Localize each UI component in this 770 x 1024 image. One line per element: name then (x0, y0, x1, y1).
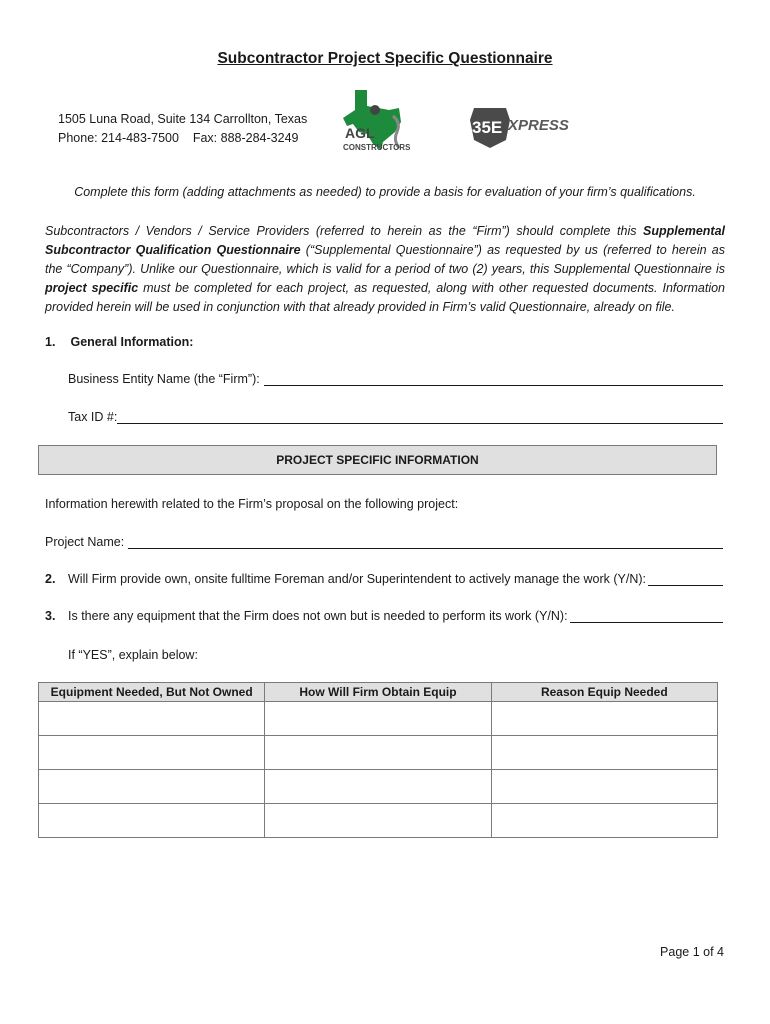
section-label: General Information: (70, 335, 194, 349)
project-name-label: Project Name: (45, 535, 125, 549)
table-cell[interactable] (491, 736, 717, 770)
agl-logo-subtext: CONSTRUCTORS (343, 143, 411, 152)
table-cell[interactable] (39, 804, 265, 838)
table-cell[interactable] (265, 702, 491, 736)
table-row (39, 770, 718, 804)
project-info-banner: PROJECT SPECIFIC INFORMATION (38, 445, 717, 475)
section-number: 1. (45, 335, 56, 349)
question-2-input[interactable] (648, 573, 723, 586)
table-cell[interactable] (265, 804, 491, 838)
table-cell[interactable] (491, 702, 717, 736)
equipment-table (38, 682, 718, 838)
question-2-text: Will Firm provide own, onsite fulltime Foreman and/or Superintendent to actively manage the work (Y/N): (68, 572, 647, 586)
intro-text: Complete this form (adding attachments as needed) to provide a basis for evaluation of your firm’s qualifications. (74, 185, 696, 199)
tax-id-input[interactable] (117, 411, 723, 424)
section-heading-general (45, 335, 193, 349)
header-how-obtain: How Will Firm Obtain Equip (265, 683, 491, 702)
business-entity-label: Business Entity Name (the “Firm”): (68, 372, 260, 386)
page-number: Page 1 of 4 (660, 945, 724, 959)
if-yes-instruction: If “YES”, explain below: (68, 648, 198, 662)
instructions-paragraph (45, 222, 725, 317)
address-line: 1505 Luna Road, Suite 134 Carrollton, Texas (58, 112, 308, 126)
para-bold-2: project specific (45, 281, 139, 295)
page-title: Subcontractor Project Specific Questionnaire (217, 50, 553, 67)
table-cell[interactable] (491, 770, 717, 804)
project-name-field (45, 535, 723, 549)
para-text-2: (“Supplemental Questionnaire”) as requested by us (referred to herein as the “Company”). Unlike our Questionnaire, which is valid for a period of two (2) years, this Supplemental Questionnaire is (45, 243, 725, 276)
fax-number: Fax: 888-284-3249 (192, 131, 299, 145)
question-2-number: 2. (45, 572, 56, 586)
tax-id-label: Tax ID #: (68, 410, 118, 424)
35-express-logo (468, 100, 588, 150)
agl-logo-text: AGL (345, 125, 375, 141)
business-entity-field (68, 372, 723, 386)
question-3-number: 3. (45, 609, 56, 623)
table-cell[interactable] (39, 770, 265, 804)
question-3 (45, 609, 723, 623)
table-row (39, 702, 718, 736)
texas-shape-icon (343, 90, 401, 150)
table-row (39, 804, 718, 838)
express-word: XPRESS (508, 117, 569, 134)
project-name-input[interactable] (128, 536, 723, 549)
company-address (58, 110, 307, 148)
question-3-input[interactable] (570, 610, 723, 623)
header-reason-needed: Reason Equip Needed (491, 683, 717, 702)
tax-id-field (68, 410, 723, 424)
agl-constructors-logo (337, 88, 417, 158)
question-2 (45, 572, 723, 586)
table-cell[interactable] (39, 736, 265, 770)
business-entity-input[interactable] (264, 373, 723, 386)
contact-line (58, 129, 307, 148)
table-cell[interactable] (265, 736, 491, 770)
table-cell[interactable] (491, 804, 717, 838)
table-header-row (39, 683, 718, 702)
table-cell[interactable] (39, 702, 265, 736)
phone-number: Phone: 214-483-7500 (58, 131, 179, 145)
question-3-text: Is there any equipment that the Firm does not own but is needed to perform its work (Y/N): (68, 609, 568, 623)
project-info-text: Information herewith related to the Firm’s proposal on the following project: (45, 497, 459, 511)
table-cell[interactable] (265, 770, 491, 804)
para-bold-1: Supplemental Subcontractor Qualification Questionnaire (45, 224, 725, 257)
header-equipment-needed: Equipment Needed, But Not Owned (39, 683, 265, 702)
para-text-1: Subcontractors / Vendors / Service Providers (referred to herein as the “Firm”) should complete this (45, 224, 644, 238)
express-number: 35E (472, 118, 503, 137)
table-row (39, 736, 718, 770)
para-text-3: must be completed for each project, as requested, along with other requested documents. Information provided herein will be used in conjunction with that already provided in Firm’s valid Questionnaire, already on file. (45, 281, 725, 314)
